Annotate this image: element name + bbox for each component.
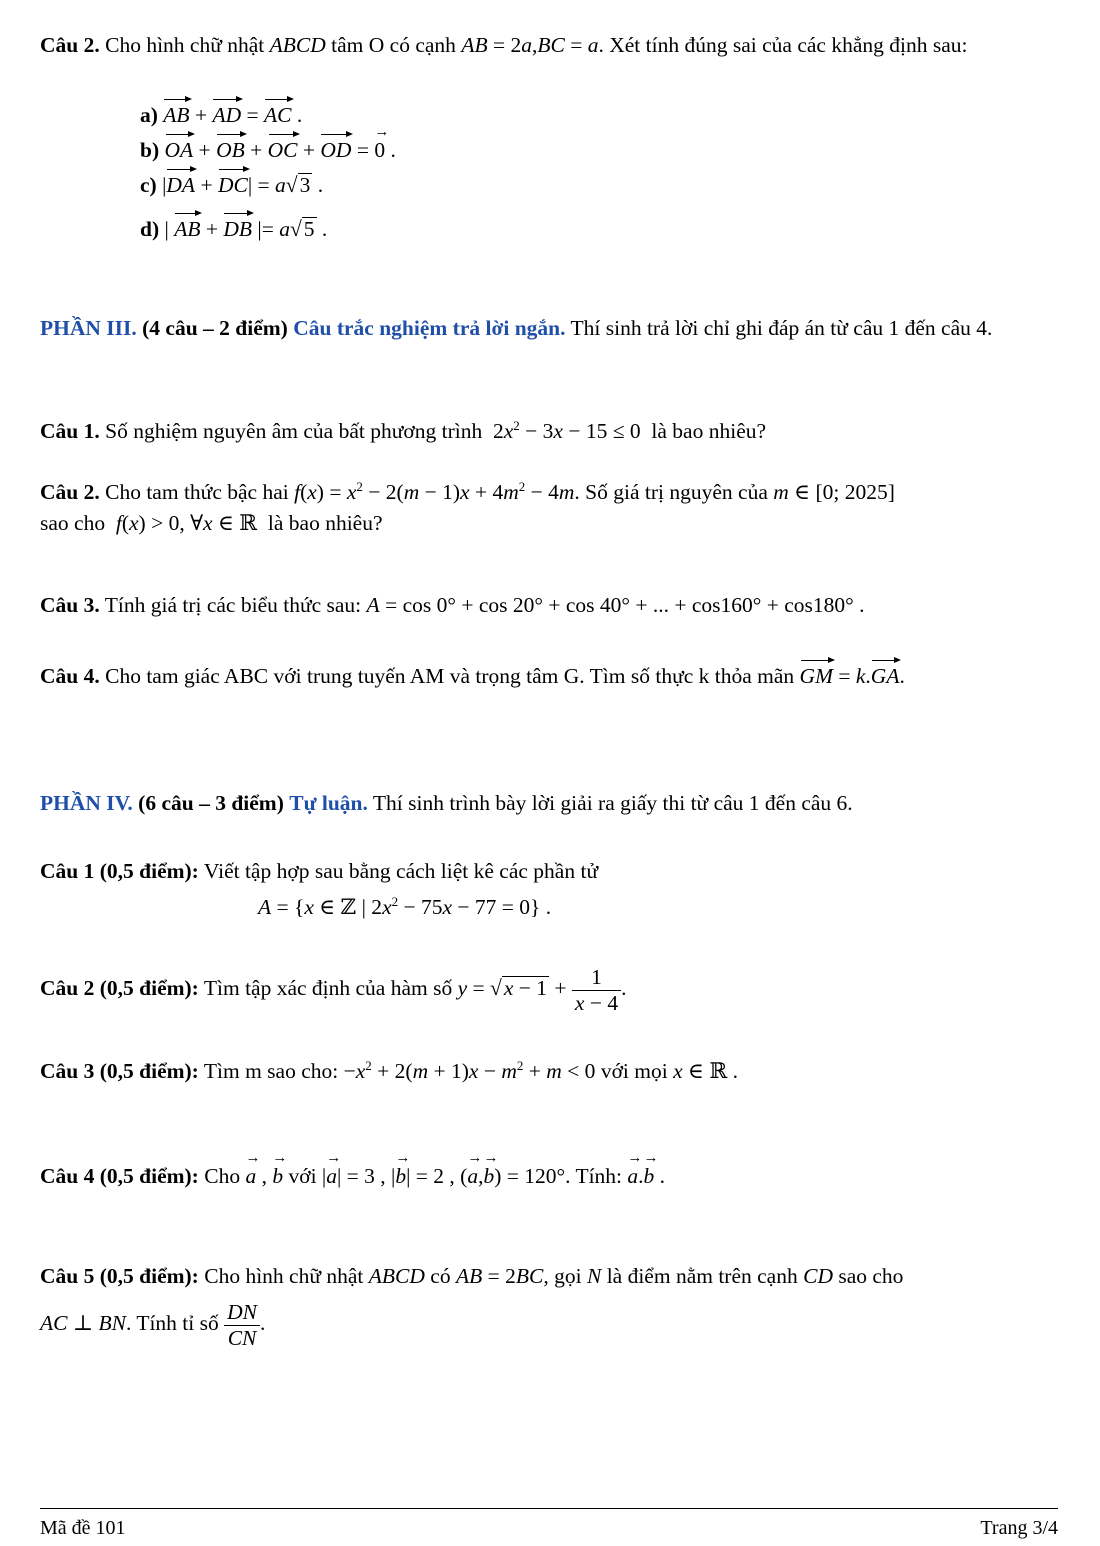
part3-question-2: Câu 2. Cho tam thức bậc hai $f(x) = x^2 - 2(m - 1)x + 4m^2 - 4m$. Số giá trị nguyên của m ∈ [0; 2025] sao cho f(x) > 0, ∀x ∈ ℝ là bao nhiêu? [40, 478, 895, 536]
part-3-header: PHẦN III. (4 câu – 2 điểm) Câu trắc nghiệm trả lời ngắn. Thí sinh trả lời chỉ ghi đáp án từ câu 1 đến câu 4. [40, 316, 993, 340]
part3-question-1: Câu 1. Số nghiệm nguyên âm của bất phương trình $2x^2 - 3x - 15 \le 0$ là bao nhiêu? [40, 417, 767, 443]
part3-question-4: Câu 4. Cho tam giác ABC với trung tuyến AM và trọng tâm G. Tìm số thực k thỏa mãn GM = k.GA. [40, 657, 1058, 692]
set-formula: A = {x ∈ ℤ | $2x^2 - 75x - 77 = 0$} . [258, 893, 552, 919]
option-d: d) | AB + DB |= a√5 . [140, 210, 327, 245]
question-label: Câu 2. [40, 33, 100, 57]
part-4-header: PHẦN IV. (6 câu – 3 điểm) Tự luận. Thí sinh trình bày lời giải ra giấy thi từ câu 1 đến câu 6. [40, 791, 853, 815]
page-number: Trang 3/4 [980, 1517, 1058, 1539]
option-a: a) AB + AD = AC . [140, 96, 302, 131]
footer-divider [40, 1508, 1058, 1509]
part3-question-3: Câu 3. Tính giá trị các biểu thức sau: A = cos 0° + cos 20° + cos 40° + ... + cos160° + cos180° . [40, 593, 865, 617]
page-footer [40, 1514, 1058, 1543]
part4-question-2: Câu 2 (0,5 điểm): Tìm tập xác định của hàm số y = √x − 1 + $\frac{1}{x - 4}$ . [40, 965, 627, 1015]
part4-question-1: Câu 1 (0,5 điểm): Viết tập hợp sau bằng cách liệt kê các phần tử [40, 859, 599, 883]
part4-question-5-cont: AC ⊥ BN. Tính tỉ số $\frac{DN}{CN}$ . [40, 1300, 266, 1350]
option-c: c) |DA + DC| = a√3 . [140, 166, 323, 201]
exam-code: Mã đề 101 [40, 1517, 126, 1539]
part4-question-5: Câu 5 (0,5 điểm): Cho hình chữ nhật ABCD có AB = 2BC, gọi N là điểm nằm trên cạnh CD sao cho [40, 1264, 904, 1288]
question-2-true-false: Câu 2. Cho hình chữ nhật ABCD tâm O có cạnh AB = 2a,BC = a. Xét tính đúng sai của các khẳng định sau: [40, 33, 968, 57]
part4-question-3: Câu 3 (0,5 điểm): Tìm m sao cho: $-x^2 + 2(m + 1)x - m^2 + m < 0$ với mọi x ∈ ℝ . [40, 1057, 738, 1083]
option-b: b) OA + OB + OC + OD = 0 → . [140, 131, 396, 166]
part4-question-4: Câu 4 (0,5 điểm): Cho a → , b → với |a →| = 3 , |b →| = 2 , (a →,b →) = 120°. Tính: a →.b → . [40, 1157, 1058, 1192]
